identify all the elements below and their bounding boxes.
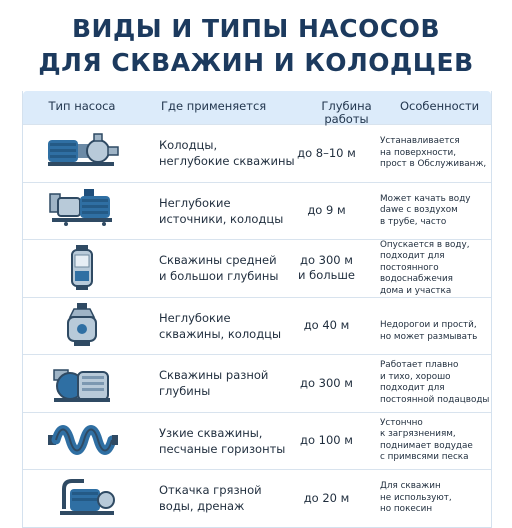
table-row — [23, 412, 491, 470]
pump-icon-cell — [23, 470, 141, 527]
usage-cell — [141, 367, 289, 399]
centrifugal-pump-icon — [44, 360, 120, 406]
header-type: Тип насоса — [48, 99, 116, 113]
usage-cell-line: и большои глубины — [159, 269, 279, 284]
table-row — [23, 239, 491, 297]
title-line-2: ДЛЯ СКВАЖИН И КОЛОДЦЕВ — [38, 48, 474, 77]
depth-cell-line: до 300 м — [300, 253, 353, 268]
header-depth — [309, 91, 384, 124]
table-header — [23, 91, 491, 124]
features-cell — [364, 418, 491, 464]
features-cell — [364, 136, 491, 171]
usage-cell-line: Скважины средней — [159, 253, 277, 268]
usage-cell — [141, 425, 289, 457]
screw-pump-icon — [44, 418, 120, 464]
depth-cell-line: и больше — [298, 268, 355, 283]
usage-cell — [141, 310, 289, 342]
usage-cell — [141, 252, 289, 284]
features-cell — [364, 194, 491, 229]
usage-cell-line: Скважины разной — [159, 368, 269, 383]
header-usage: Где применяется — [161, 99, 267, 113]
usage-cell-line: Неглубокие — [159, 310, 231, 325]
table-row — [23, 469, 491, 527]
features-cell-line: постоянной подацводы — [380, 394, 490, 405]
usage-cell-line: источники, колодцы — [159, 211, 284, 226]
features-cell-line: с примвсями песка — [380, 452, 469, 463]
features-cell-line: на поверхности, — [380, 147, 457, 158]
pumping-station-icon — [44, 188, 120, 234]
features-cell-line: и тихо, хорошо — [380, 371, 451, 382]
depth-cell — [289, 203, 364, 218]
pump-icon-cell — [23, 298, 141, 355]
header-depth-line-2: работы — [324, 112, 369, 126]
features-cell-line: подходит для — [380, 383, 445, 394]
pump-icon-cell — [23, 240, 141, 297]
features-cell — [364, 360, 491, 406]
usage-cell — [141, 137, 295, 169]
depth-cell-line: до 300 м — [300, 375, 353, 390]
usage-cell — [141, 195, 289, 227]
features-cell — [364, 309, 491, 344]
usage-cell-line: скважины, колодцы — [159, 326, 282, 341]
depth-cell-line: до 40 м — [303, 318, 350, 333]
usage-cell-line: неглубокие скважины — [159, 154, 295, 169]
usage-cell-line: Откачка грязной — [159, 483, 262, 498]
depth-cell — [289, 318, 364, 333]
features-cell-line: dawe с воздухом — [380, 205, 458, 215]
features-cell-line: Устончно — [380, 417, 423, 428]
features-cell-line: поднимает водудае — [380, 440, 473, 451]
depth-cell — [289, 433, 364, 448]
submersible-pump-icon — [44, 245, 120, 291]
depth-cell-line: до 100 м — [300, 433, 353, 448]
features-cell-line: Устанавливается — [380, 136, 460, 146]
drainage-pump-icon — [44, 475, 120, 521]
features-cell-line: но покесин — [380, 504, 433, 514]
features-cell-line: но может размывать — [380, 331, 478, 342]
header-features: Особенности — [400, 99, 480, 113]
features-cell — [364, 481, 491, 516]
features-cell-line: водоснабжечия — [380, 274, 453, 284]
usage-cell-line: Колодцы, — [159, 138, 218, 153]
features-cell-line: Может качать воду — [380, 193, 471, 204]
pump-icon-cell — [23, 355, 141, 412]
usage-cell-line: Узкие скважины, — [159, 425, 263, 440]
features-cell-line: Опускается в воду, — [380, 239, 470, 250]
depth-cell — [289, 253, 364, 283]
pump-icon-cell — [23, 183, 141, 240]
features-cell — [364, 240, 491, 298]
features-cell-line: дома и участка — [380, 285, 452, 296]
pump-icon-cell — [23, 413, 141, 470]
depth-cell-line: до 9 м — [307, 203, 346, 218]
features-cell-line: Недорогои и простй, — [380, 320, 477, 330]
features-cell-line — [380, 309, 491, 321]
features-cell-line: к загрязнениям, — [380, 429, 456, 440]
title-line-1: ВИДЫ И ТИПЫ НАСОСОВ — [71, 14, 440, 43]
table-row — [23, 124, 491, 182]
usage-cell-line: воды, дренаж — [159, 499, 245, 514]
table-row — [23, 297, 491, 355]
features-cell-line: прост в Обслуживанж, — [380, 159, 487, 169]
page-title — [0, 12, 512, 80]
table-row — [23, 182, 491, 240]
table-row — [23, 354, 491, 412]
usage-cell — [141, 482, 289, 514]
depth-cell — [289, 376, 364, 391]
features-cell-line: не используют, — [380, 492, 452, 503]
header-depth-line-1: Глубина — [321, 99, 372, 113]
usage-cell-line: глубины — [159, 384, 211, 399]
features-cell-line: в трубе, часто — [380, 216, 447, 227]
pump-icon-cell — [23, 125, 141, 182]
features-cell-line: подходит для — [380, 251, 445, 261]
usage-cell-line: песчаные горизонты — [159, 441, 286, 456]
depth-cell — [289, 146, 364, 161]
depth-cell — [289, 491, 364, 506]
surface-pump-icon — [44, 130, 120, 176]
pump-types-table — [22, 91, 492, 528]
features-cell-line: постоянного — [380, 262, 439, 273]
features-cell-line: Работает плавно — [380, 360, 459, 371]
depth-cell-line: до 20 м — [303, 490, 350, 505]
vibration-pump-icon — [44, 303, 120, 349]
usage-cell-line: Неглубокие — [159, 195, 231, 210]
depth-cell-line: до 8–10 м — [297, 145, 356, 160]
features-cell-line: Для скважин — [380, 481, 441, 491]
